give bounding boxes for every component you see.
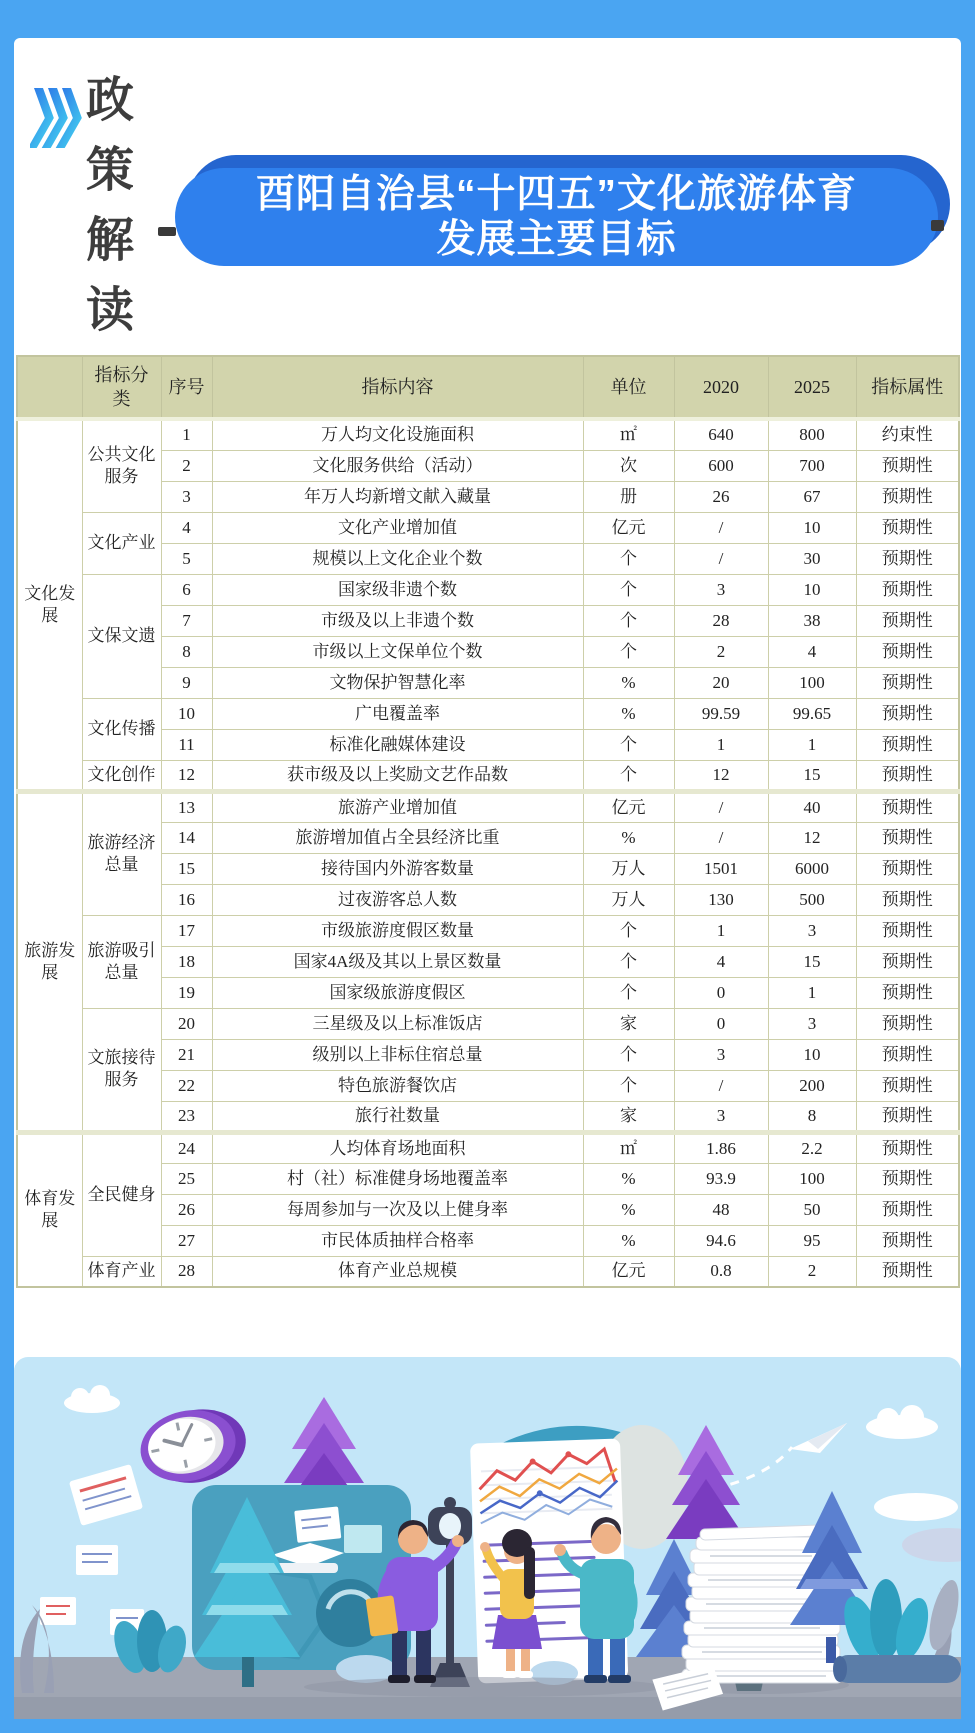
cell-2020: 1501 <box>674 853 768 884</box>
cell-2020: 4 <box>674 946 768 977</box>
cell-no: 10 <box>161 698 212 729</box>
cell-2025: 2 <box>768 1256 856 1287</box>
group-tourism: 旅游发展 <box>17 791 82 1132</box>
cell-2025: 800 <box>768 419 856 450</box>
header-unit: 单位 <box>583 356 674 419</box>
cell-attr: 预期性 <box>856 977 959 1008</box>
cell-unit: 册 <box>583 481 674 512</box>
subgroup: 文保文遗 <box>82 574 161 698</box>
cell-2025: 6000 <box>768 853 856 884</box>
cell-content: 每周参加与一次及以上健身率 <box>212 1194 583 1225</box>
cell-no: 9 <box>161 667 212 698</box>
illustration-svg <box>14 1357 961 1719</box>
cell-2020: 1 <box>674 729 768 760</box>
cell-content: 市级以上文保单位个数 <box>212 636 583 667</box>
cell-no: 11 <box>161 729 212 760</box>
cell-unit: 亿元 <box>583 1256 674 1287</box>
cell-content: 旅行社数量 <box>212 1101 583 1132</box>
cell-content: 旅游产业增加值 <box>212 791 583 822</box>
banner-title-line1: 酉阳自治县“十四五”文化旅游体育 <box>255 173 857 216</box>
cell-no: 2 <box>161 450 212 481</box>
cell-2025: 67 <box>768 481 856 512</box>
cell-no: 8 <box>161 636 212 667</box>
cell-content: 广电覆盖率 <box>212 698 583 729</box>
cell-content: 人均体育场地面积 <box>212 1132 583 1163</box>
cell-2020: 1.86 <box>674 1132 768 1163</box>
table-row <box>17 1132 959 1163</box>
cell-2025: 3 <box>768 1008 856 1039</box>
banner-right-dash <box>931 220 944 231</box>
subgroup: 旅游吸引总量 <box>82 915 161 1008</box>
cell-content: 文化产业增加值 <box>212 512 583 543</box>
cell-2025: 1 <box>768 977 856 1008</box>
cell-2020: 1 <box>674 915 768 946</box>
cell-unit: 家 <box>583 1008 674 1039</box>
cell-2020: 0.8 <box>674 1256 768 1287</box>
cell-no: 16 <box>161 884 212 915</box>
cell-no: 24 <box>161 1132 212 1163</box>
cell-unit: 次 <box>583 450 674 481</box>
cell-content: 万人均文化设施面积 <box>212 419 583 450</box>
cell-content: 市级及以上非遗个数 <box>212 605 583 636</box>
cell-attr: 预期性 <box>856 512 959 543</box>
table-row <box>17 760 959 791</box>
cell-content: 体育产业总规模 <box>212 1256 583 1287</box>
cell-unit: 个 <box>583 636 674 667</box>
subgroup: 文旅接待服务 <box>82 1008 161 1132</box>
cell-unit: 亿元 <box>583 512 674 543</box>
cell-unit: 万人 <box>583 853 674 884</box>
title-banner <box>175 168 938 266</box>
cell-no: 3 <box>161 481 212 512</box>
cell-2025: 99.65 <box>768 698 856 729</box>
cell-2025: 1 <box>768 729 856 760</box>
subgroup: 公共文化服务 <box>82 419 161 512</box>
cell-2020: 3 <box>674 574 768 605</box>
cell-content: 特色旅游餐饮店 <box>212 1070 583 1101</box>
cell-content: 国家级旅游度假区 <box>212 977 583 1008</box>
cell-no: 26 <box>161 1194 212 1225</box>
cell-2025: 15 <box>768 760 856 791</box>
cell-2020: 0 <box>674 977 768 1008</box>
cell-2025: 10 <box>768 512 856 543</box>
cell-content: 过夜游客总人数 <box>212 884 583 915</box>
cell-unit: 家 <box>583 1101 674 1132</box>
cell-2020: 94.6 <box>674 1225 768 1256</box>
masthead-vertical-title: 政策解读 <box>85 74 134 337</box>
banner-title-line2: 发展主要目标 <box>436 218 677 261</box>
cell-unit: 个 <box>583 1039 674 1070</box>
cell-2025: 10 <box>768 1039 856 1070</box>
cell-content: 年万人均新增文献入藏量 <box>212 481 583 512</box>
cell-2025: 38 <box>768 605 856 636</box>
log <box>833 1655 961 1683</box>
cell-2020: / <box>674 791 768 822</box>
cell-attr: 预期性 <box>856 1008 959 1039</box>
cell-attr: 预期性 <box>856 946 959 977</box>
cell-content: 旅游增加值占全县经济比重 <box>212 822 583 853</box>
cell-attr: 预期性 <box>856 915 959 946</box>
cell-2025: 15 <box>768 946 856 977</box>
cell-unit: % <box>583 822 674 853</box>
subgroup: 文化创作 <box>82 760 161 791</box>
banner-left-dash <box>158 227 176 236</box>
subgroup: 旅游经济总量 <box>82 791 161 915</box>
header-2020: 2020 <box>674 356 768 419</box>
cell-attr: 预期性 <box>856 1225 959 1256</box>
cell-2025: 100 <box>768 667 856 698</box>
cell-attr: 预期性 <box>856 698 959 729</box>
header-content: 指标内容 <box>212 356 583 419</box>
cell-no: 20 <box>161 1008 212 1039</box>
cell-unit: % <box>583 1194 674 1225</box>
cell-unit: 个 <box>583 543 674 574</box>
cell-attr: 预期性 <box>856 760 959 791</box>
group-sports: 体育发展 <box>17 1132 82 1287</box>
cell-unit: % <box>583 1163 674 1194</box>
cell-no: 21 <box>161 1039 212 1070</box>
cell-no: 22 <box>161 1070 212 1101</box>
cell-2025: 100 <box>768 1163 856 1194</box>
cell-2025: 95 <box>768 1225 856 1256</box>
cell-attr: 预期性 <box>856 1132 959 1163</box>
cell-2025: 4 <box>768 636 856 667</box>
cell-2025: 50 <box>768 1194 856 1225</box>
cell-no: 14 <box>161 822 212 853</box>
cell-no: 18 <box>161 946 212 977</box>
cell-2020: 20 <box>674 667 768 698</box>
cell-2020: 130 <box>674 884 768 915</box>
cell-2025: 3 <box>768 915 856 946</box>
cell-unit: 个 <box>583 574 674 605</box>
cell-attr: 预期性 <box>856 1039 959 1070</box>
cell-unit: % <box>583 1225 674 1256</box>
table-row <box>17 574 959 605</box>
subgroup: 文化产业 <box>82 512 161 574</box>
cell-no: 17 <box>161 915 212 946</box>
footer-illustration <box>14 1357 961 1719</box>
cell-content: 标准化融媒体建设 <box>212 729 583 760</box>
cell-content: 国家4A级及其以上景区数量 <box>212 946 583 977</box>
cell-content: 文化服务供给（活动） <box>212 450 583 481</box>
cell-2020: 26 <box>674 481 768 512</box>
cell-unit: 个 <box>583 915 674 946</box>
table-row <box>17 419 959 450</box>
cell-2020: 3 <box>674 1101 768 1132</box>
cell-attr: 预期性 <box>856 450 959 481</box>
header-attr: 指标属性 <box>856 356 959 419</box>
cell-2020: 93.9 <box>674 1163 768 1194</box>
cell-attr: 预期性 <box>856 636 959 667</box>
cell-unit: 个 <box>583 1070 674 1101</box>
cell-unit: 个 <box>583 946 674 977</box>
cell-no: 1 <box>161 419 212 450</box>
cell-attr: 预期性 <box>856 884 959 915</box>
cell-2020: / <box>674 1070 768 1101</box>
cell-unit: 万人 <box>583 884 674 915</box>
table-row <box>17 698 959 729</box>
cell-unit: 个 <box>583 729 674 760</box>
subgroup: 文化传播 <box>82 698 161 760</box>
cell-attr: 约束性 <box>856 419 959 450</box>
cell-attr: 预期性 <box>856 481 959 512</box>
cell-2020: / <box>674 543 768 574</box>
header-category: 指标分类 <box>82 356 161 419</box>
cell-2020: / <box>674 822 768 853</box>
table-row <box>17 915 959 946</box>
cell-attr: 预期性 <box>856 1101 959 1132</box>
cell-2025: 8 <box>768 1101 856 1132</box>
table-row <box>17 1008 959 1039</box>
cell-attr: 预期性 <box>856 729 959 760</box>
cell-2025: 2.2 <box>768 1132 856 1163</box>
cell-no: 5 <box>161 543 212 574</box>
cell-unit: 个 <box>583 760 674 791</box>
header-2025: 2025 <box>768 356 856 419</box>
cell-2020: 640 <box>674 419 768 450</box>
cell-content: 三星级及以上标准饭店 <box>212 1008 583 1039</box>
cell-unit: 亿元 <box>583 791 674 822</box>
cell-2025: 200 <box>768 1070 856 1101</box>
cell-no: 6 <box>161 574 212 605</box>
cell-2020: / <box>674 512 768 543</box>
cell-unit: % <box>583 667 674 698</box>
cell-2025: 700 <box>768 450 856 481</box>
cell-no: 4 <box>161 512 212 543</box>
cell-content: 文物保护智慧化率 <box>212 667 583 698</box>
subgroup: 体育产业 <box>82 1256 161 1287</box>
cell-attr: 预期性 <box>856 791 959 822</box>
cell-2020: 2 <box>674 636 768 667</box>
cell-2020: 0 <box>674 1008 768 1039</box>
cell-2025: 10 <box>768 574 856 605</box>
cell-attr: 预期性 <box>856 543 959 574</box>
table-header-row <box>17 356 959 419</box>
table-row <box>17 1256 959 1287</box>
goals-table <box>16 355 960 1288</box>
cell-no: 7 <box>161 605 212 636</box>
cell-attr: 预期性 <box>856 853 959 884</box>
cell-2020: 3 <box>674 1039 768 1070</box>
cell-no: 25 <box>161 1163 212 1194</box>
cell-2025: 40 <box>768 791 856 822</box>
cell-no: 23 <box>161 1101 212 1132</box>
cell-content: 获市级及以上奖励文艺作品数 <box>212 760 583 791</box>
cell-unit: 个 <box>583 977 674 1008</box>
cell-unit: 个 <box>583 605 674 636</box>
header-category-spacer <box>17 356 82 419</box>
cell-attr: 预期性 <box>856 667 959 698</box>
cell-no: 13 <box>161 791 212 822</box>
cell-content: 规模以上文化企业个数 <box>212 543 583 574</box>
cell-content: 国家级非遗个数 <box>212 574 583 605</box>
cell-2020: 600 <box>674 450 768 481</box>
cell-attr: 预期性 <box>856 1256 959 1287</box>
cell-2025: 500 <box>768 884 856 915</box>
cell-content: 接待国内外游客数量 <box>212 853 583 884</box>
cell-2025: 12 <box>768 822 856 853</box>
cell-no: 12 <box>161 760 212 791</box>
cell-attr: 预期性 <box>856 822 959 853</box>
subgroup: 全民健身 <box>82 1132 161 1256</box>
cell-content: 市民体质抽样合格率 <box>212 1225 583 1256</box>
header-no: 序号 <box>161 356 212 419</box>
cell-content: 级别以上非标住宿总量 <box>212 1039 583 1070</box>
cell-no: 15 <box>161 853 212 884</box>
table-row <box>17 512 959 543</box>
cell-attr: 预期性 <box>856 605 959 636</box>
group-culture: 文化发展 <box>17 419 82 791</box>
cell-attr: 预期性 <box>856 1194 959 1225</box>
cell-no: 19 <box>161 977 212 1008</box>
table-row <box>17 791 959 822</box>
cell-2020: 12 <box>674 760 768 791</box>
cell-no: 28 <box>161 1256 212 1287</box>
cell-unit: % <box>583 698 674 729</box>
cell-2020: 99.59 <box>674 698 768 729</box>
cell-2025: 30 <box>768 543 856 574</box>
cell-unit: ㎡ <box>583 1132 674 1163</box>
triple-chevron-icon <box>30 88 82 148</box>
cell-attr: 预期性 <box>856 574 959 605</box>
cell-attr: 预期性 <box>856 1163 959 1194</box>
cell-no: 27 <box>161 1225 212 1256</box>
cell-content: 市级旅游度假区数量 <box>212 915 583 946</box>
cell-unit: ㎡ <box>583 419 674 450</box>
cell-content: 村（社）标准健身场地覆盖率 <box>212 1163 583 1194</box>
cell-attr: 预期性 <box>856 1070 959 1101</box>
cell-2020: 48 <box>674 1194 768 1225</box>
cell-2020: 28 <box>674 605 768 636</box>
